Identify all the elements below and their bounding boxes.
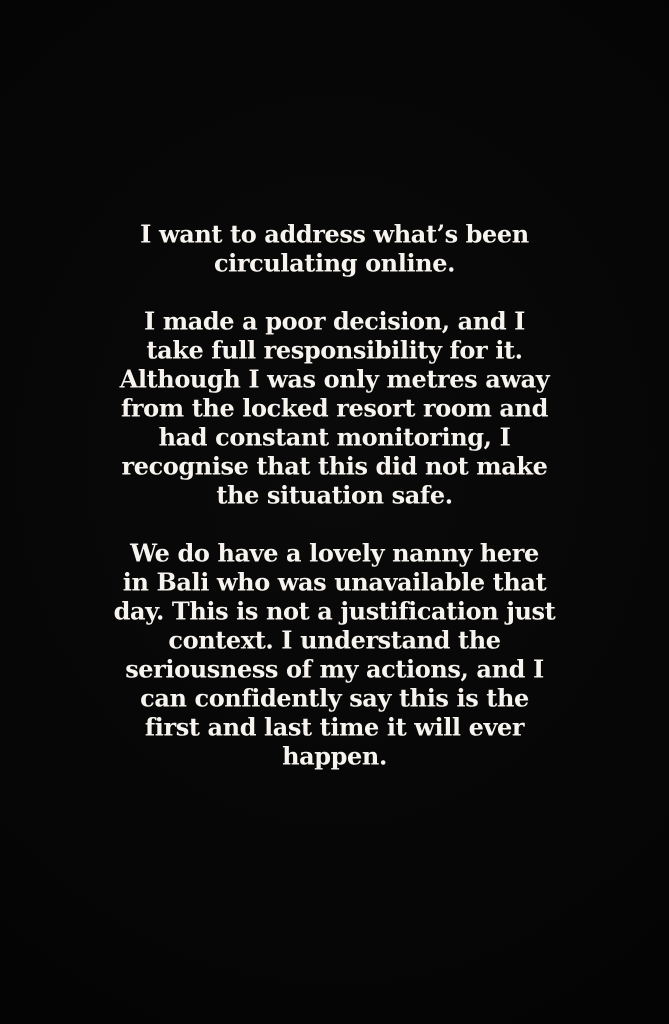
statement-line: first and last time it will ever bbox=[144, 712, 525, 742]
statement-line: circulating online. bbox=[213, 248, 456, 278]
statement-line: the situation safe. bbox=[216, 480, 453, 510]
statement-line: take full responsibility for it. bbox=[146, 335, 523, 365]
statement-line: I want to address what’s been bbox=[140, 219, 529, 249]
statement-paragraph-intro bbox=[0, 220, 669, 278]
statement-line: can confidently say this is the bbox=[140, 683, 529, 713]
statement-line: in Bali who was unavailable that bbox=[122, 567, 547, 597]
statement-line: Although I was only metres away bbox=[119, 364, 550, 394]
statement-text-block bbox=[0, 220, 669, 771]
statement-paragraph-context bbox=[0, 539, 669, 771]
statement-line: recognise that this did not make bbox=[121, 451, 548, 481]
statement-line: from the locked resort room and bbox=[121, 393, 548, 423]
statement-line: I made a poor decision, and I bbox=[144, 306, 525, 336]
statement-line: context. I understand the bbox=[168, 625, 501, 655]
statement-line: We do have a lovely nanny here bbox=[130, 538, 539, 568]
statement-line: happen. bbox=[282, 741, 387, 771]
statement-line: had constant monitoring, I bbox=[158, 422, 511, 452]
statement-line: seriousness of my actions, and I bbox=[125, 654, 544, 684]
statement-line: day. This is not a justification just bbox=[113, 596, 556, 626]
statement-paragraph-responsibility bbox=[0, 307, 669, 510]
